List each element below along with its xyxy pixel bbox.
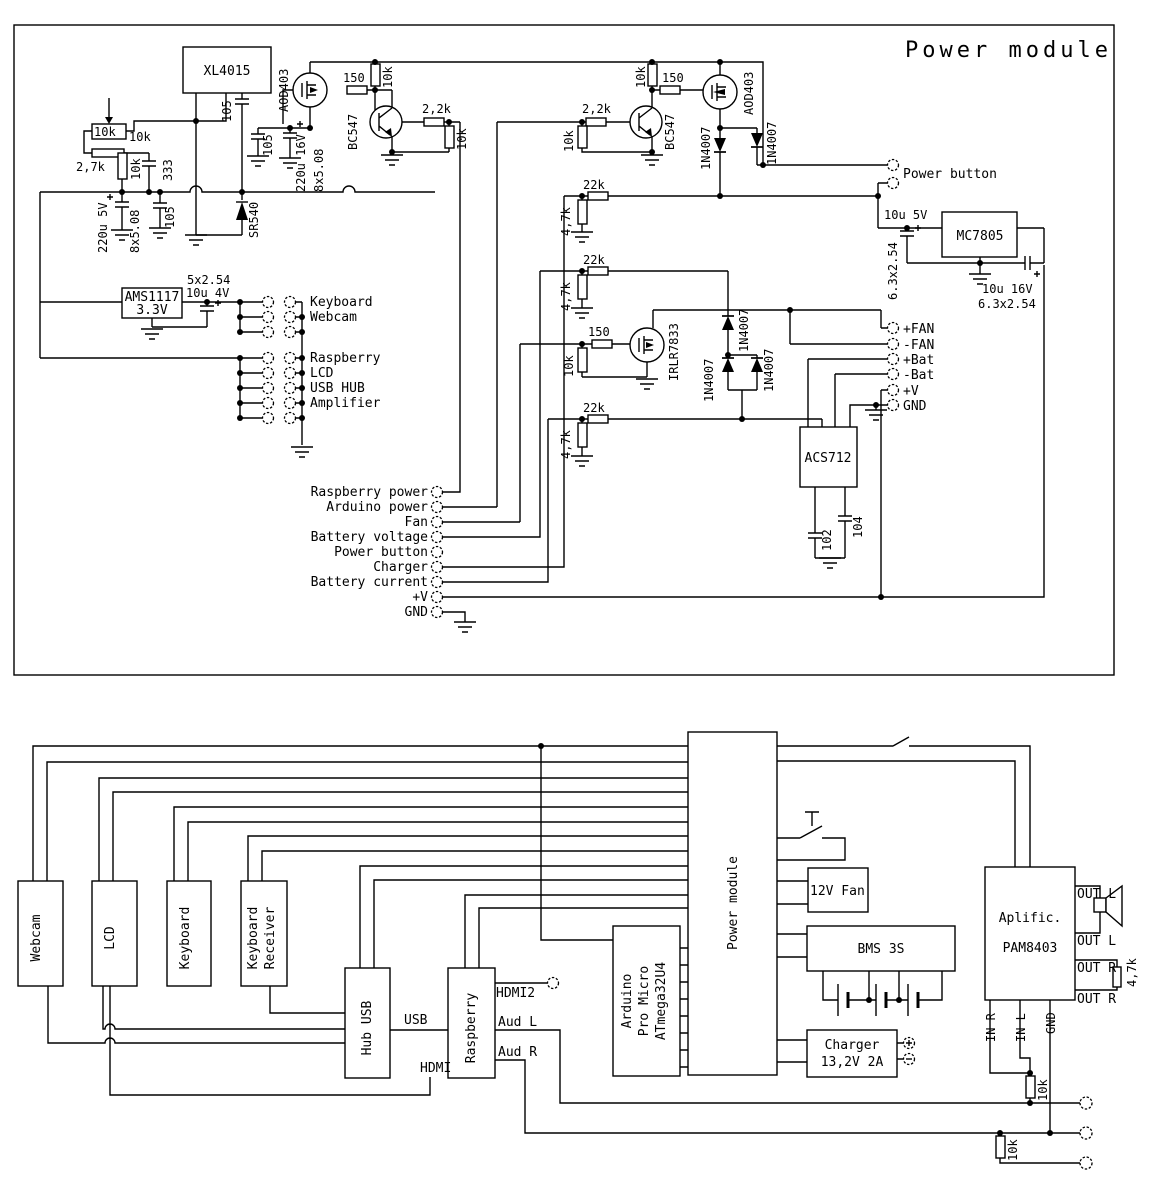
signal-arduino-power: Arduino power bbox=[326, 500, 428, 515]
resistor-10k bbox=[996, 1136, 1005, 1158]
resistor-value: 10k bbox=[455, 128, 469, 150]
arduino-label1: Arduino bbox=[620, 973, 635, 1029]
resistor-4k7 bbox=[578, 275, 587, 299]
diode-label: 1N4007 bbox=[765, 121, 779, 165]
signal-battery-current: Battery current bbox=[310, 575, 428, 590]
resistor-value: 10k bbox=[634, 66, 648, 88]
mc7805-label: MC7805 bbox=[956, 229, 1004, 244]
signal-gnd: GND bbox=[404, 605, 428, 620]
bc547-label: BC547 bbox=[663, 113, 677, 150]
keyboard-receiver-label2: Receiver bbox=[263, 906, 278, 970]
amplifier-label2: PAM8403 bbox=[1002, 941, 1058, 956]
irlr7833-label: IRLR7833 bbox=[667, 323, 681, 381]
resistor-150 bbox=[592, 340, 612, 348]
pot-value: 10k bbox=[94, 125, 116, 139]
resistor-2k2 bbox=[424, 118, 444, 126]
signal-charger: Charger bbox=[373, 560, 428, 575]
signal-v-plus: +V bbox=[412, 590, 428, 605]
resistor-4k7 bbox=[578, 200, 587, 224]
resistor-value: 2,2k bbox=[422, 102, 451, 116]
gnd-pin bbox=[888, 400, 899, 411]
resistor-22k bbox=[588, 267, 608, 275]
out-l-label: OUT L bbox=[1077, 887, 1117, 902]
cap-10u-16v bbox=[1025, 256, 1040, 277]
ams1117-label: AMS1117 bbox=[124, 290, 180, 305]
aud-r-label: Aud R bbox=[498, 1045, 538, 1060]
resistor-150 bbox=[347, 86, 367, 94]
power-module-block-label: Power module bbox=[726, 856, 741, 950]
cap-package: 5x2.54 bbox=[187, 273, 231, 287]
resistor-value: 4,7k bbox=[559, 207, 573, 236]
resistor-value: 22k bbox=[583, 253, 605, 267]
resistor-value: 4,7k bbox=[559, 430, 573, 459]
resistor-value: 10k bbox=[1036, 1079, 1050, 1101]
fan-minus-pin bbox=[888, 339, 899, 350]
raspberry-label: Raspberry bbox=[464, 992, 479, 1064]
out-r-label: OUT R bbox=[1077, 992, 1117, 1007]
webcam-label: Webcam bbox=[29, 914, 44, 962]
diode-label: 1N4007 bbox=[702, 358, 716, 402]
diode-1n4007 bbox=[714, 138, 726, 152]
signal-fan: Fan bbox=[404, 515, 428, 530]
charger-minus-terminal bbox=[904, 1054, 915, 1065]
mosfet-aod403-right bbox=[703, 75, 737, 109]
cap-value: 104 bbox=[851, 516, 865, 538]
aod403-label: AOD403 bbox=[277, 68, 291, 112]
cap-value: 220u 16V bbox=[294, 134, 308, 192]
cap-10u-5v bbox=[900, 225, 921, 236]
cap-value: 10u 16V bbox=[982, 282, 1033, 296]
bat-minus-pin bbox=[888, 369, 899, 380]
cap-package: 6.3x2.54 bbox=[978, 297, 1036, 311]
keyboard-receiver-label: Keyboard bbox=[246, 906, 261, 970]
resistor-value: 10k bbox=[129, 130, 151, 144]
keyboard-label: Keyboard bbox=[178, 906, 193, 970]
resistor-22k bbox=[588, 192, 608, 200]
mosfet-aod403-left bbox=[293, 73, 327, 107]
cap-package: 8x5.08 bbox=[128, 209, 142, 253]
cap-220u-5v bbox=[107, 194, 129, 207]
resistor-value: 22k bbox=[583, 178, 605, 192]
diode-1n4007 bbox=[751, 133, 763, 147]
cap-package: 6.3x2.54 bbox=[886, 242, 900, 300]
audio-jack-pin bbox=[1080, 1127, 1092, 1139]
power-module-schematic bbox=[14, 25, 1114, 675]
resistor-10k bbox=[578, 126, 587, 148]
transistor-bc547-left bbox=[370, 106, 402, 138]
power-button-pin bbox=[888, 160, 899, 171]
cap-value: 102 bbox=[820, 529, 834, 551]
resistor-value: 10k bbox=[381, 66, 395, 88]
resistor-value: 2,7k bbox=[76, 160, 105, 174]
aud-l-label: Aud L bbox=[498, 1015, 538, 1030]
cap-105 bbox=[235, 99, 249, 104]
charger-label1: Charger bbox=[824, 1038, 880, 1053]
arduino-label3: ATmega32U4 bbox=[654, 961, 669, 1041]
diode-label: 1N4007 bbox=[737, 308, 751, 352]
connector-label-raspberry: Raspberry bbox=[310, 351, 381, 366]
resistor-10k bbox=[1026, 1076, 1035, 1098]
power-button-pin bbox=[888, 178, 899, 189]
sr540-label: SR540 bbox=[247, 201, 261, 238]
fan-plus-label: +FAN bbox=[903, 322, 935, 337]
bms-label: BMS 3S bbox=[857, 942, 905, 957]
connector-label-keyboard: Keyboard bbox=[310, 295, 373, 310]
audio-jack-pin bbox=[1080, 1097, 1092, 1109]
resistor-value: 4,7k bbox=[559, 282, 573, 311]
resistor-value: 150 bbox=[588, 325, 610, 339]
resistor-value: 150 bbox=[662, 71, 684, 85]
cap-value: 105 bbox=[220, 100, 234, 122]
resistor-value: 10k bbox=[129, 158, 143, 180]
v-plus-label: +V bbox=[903, 384, 919, 399]
resistor-value: 10k bbox=[562, 355, 576, 377]
signal-raspberry-power: Raspberry power bbox=[310, 485, 428, 500]
signal-power-button: Power button bbox=[334, 545, 428, 560]
cap-value: 105 bbox=[261, 134, 275, 156]
ams1117-voltage: 3.3V bbox=[136, 303, 168, 318]
resistor-10k bbox=[371, 64, 380, 86]
charger-plus-terminal bbox=[904, 1038, 915, 1049]
lcd-label: LCD bbox=[103, 926, 118, 950]
diode-label: 1N4007 bbox=[762, 348, 776, 392]
resistor-150 bbox=[660, 86, 680, 94]
audio-jack-pin bbox=[1080, 1157, 1092, 1169]
schematic-title: Power module bbox=[905, 38, 1112, 63]
cap-value: 220u 5V bbox=[96, 202, 110, 253]
amplifier-label1: Aplific. bbox=[998, 911, 1062, 926]
hdmi-link-label: HDMI bbox=[420, 1061, 452, 1076]
bc547-label: BC547 bbox=[346, 113, 360, 150]
system-block-diagram bbox=[18, 732, 1139, 1169]
bat-minus-label: -Bat bbox=[903, 368, 935, 383]
signal-battery-voltage: Battery voltage bbox=[310, 530, 428, 545]
block-amplifier bbox=[985, 867, 1075, 1000]
fan-minus-label: -FAN bbox=[903, 338, 935, 353]
cap-value: 10u 5V bbox=[884, 208, 928, 222]
fan-plus-pin bbox=[888, 323, 899, 334]
fan-block-label: 12V Fan bbox=[810, 884, 865, 899]
cap-333 bbox=[142, 161, 156, 166]
bat-plus-label: +Bat bbox=[903, 353, 935, 368]
out-r-label: OUT R bbox=[1077, 961, 1117, 976]
xl4015-label: XL4015 bbox=[203, 64, 251, 79]
diode-1n4007 bbox=[722, 358, 734, 372]
cap-104 bbox=[838, 516, 852, 521]
bat-plus-pin bbox=[888, 354, 899, 365]
resistor-2k2 bbox=[586, 118, 606, 126]
connector-label-webcam: Webcam bbox=[310, 310, 357, 325]
resistor-10k bbox=[578, 348, 587, 372]
out-l-label: OUT L bbox=[1077, 934, 1117, 949]
resistor-10k bbox=[648, 64, 657, 86]
diode-1n4007 bbox=[722, 316, 734, 330]
gnd-pin-label: GND bbox=[1044, 1012, 1058, 1034]
charger-label2: 13,2V 2A bbox=[820, 1055, 884, 1070]
cap-value: 10u 4V bbox=[186, 286, 230, 300]
cap-package: 8x5.08 bbox=[312, 148, 326, 192]
hdmi2-label: HDMI2 bbox=[496, 986, 536, 1001]
arduino-label2: Pro Micro bbox=[637, 965, 652, 1037]
resistor-value: 2,2k bbox=[582, 102, 611, 116]
resistor-value: 4,7k bbox=[1125, 958, 1139, 987]
pot-wiper-arrow-icon bbox=[105, 117, 113, 124]
acs712-label: ACS712 bbox=[804, 451, 852, 466]
resistor-10k bbox=[445, 126, 454, 148]
hdmi2-pin bbox=[548, 978, 559, 989]
connector-label-amplifier: Amplifier bbox=[310, 396, 381, 411]
resistor-value: 150 bbox=[343, 71, 365, 85]
connector-label-lcd: LCD bbox=[310, 366, 334, 381]
resistor-22k bbox=[588, 415, 608, 423]
connector-label-usb-hub: USB HUB bbox=[310, 381, 365, 396]
in-r-label: IN R bbox=[984, 1013, 998, 1042]
transistor-bc547-right bbox=[630, 106, 662, 138]
aod403-label: AOD403 bbox=[742, 71, 756, 115]
in-l-label: IN L bbox=[1014, 1013, 1028, 1042]
resistor-4k7 bbox=[578, 423, 587, 447]
resistor-value: 10k bbox=[1006, 1139, 1020, 1161]
resistor-10k bbox=[118, 153, 127, 179]
usb-link-label: USB bbox=[404, 1013, 428, 1028]
cap-value: 105 bbox=[163, 206, 177, 228]
resistor-value: 10k bbox=[562, 130, 576, 152]
mosfet-irlr7833 bbox=[630, 328, 664, 362]
cap-value: 333 bbox=[161, 159, 175, 181]
diode-label: 1N4007 bbox=[699, 126, 713, 170]
power-button-label: Power button bbox=[903, 167, 997, 182]
v-plus-pin bbox=[888, 385, 899, 396]
gnd-label: GND bbox=[903, 399, 927, 414]
resistor-value: 22k bbox=[583, 401, 605, 415]
hub-usb-label: Hub USB bbox=[360, 1000, 375, 1056]
ground-symbols bbox=[111, 155, 991, 632]
